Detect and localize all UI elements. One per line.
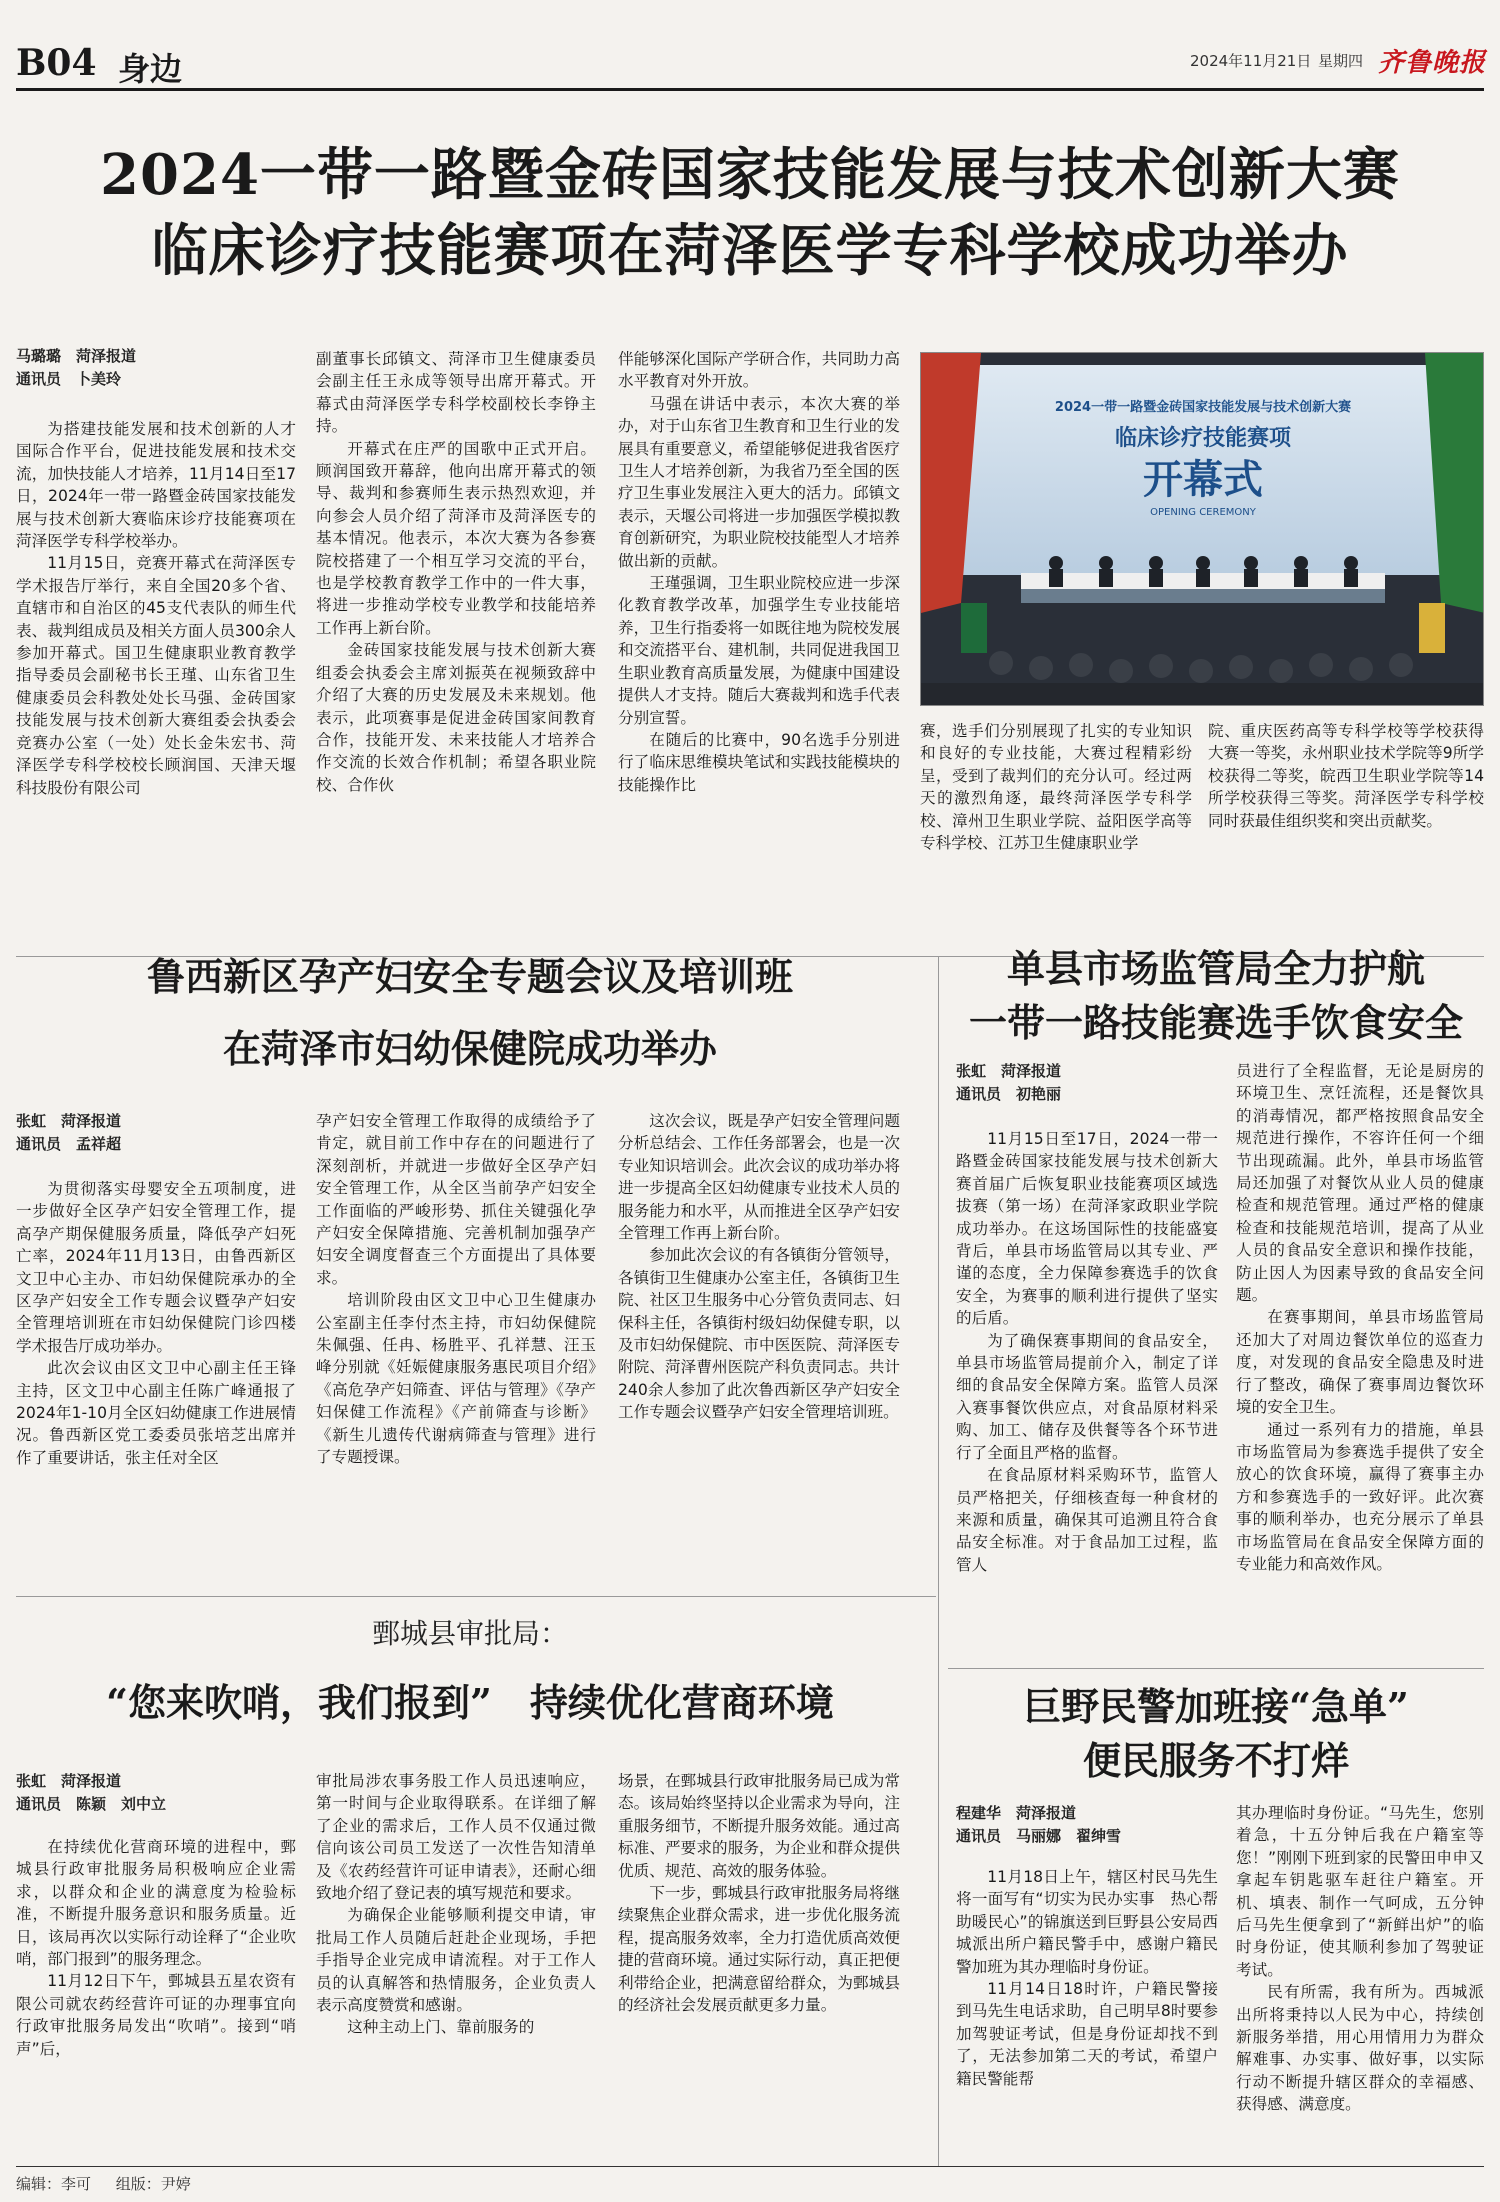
footer-editor: 编辑：李可 — [16, 2175, 92, 2193]
article1-column-2 — [316, 348, 596, 946]
article3-title-line1: 单县市场监管局全力护航 — [1006, 946, 1425, 991]
article1-paragraph: 开幕式在庄严的国歌中正式开启。顾润国致开幕辞，他向出席开幕式的领导、裁判和参赛师生表示热烈欢迎，并向参会人员介绍了菏泽市及菏泽医专的基本情况。他表示，本次大赛为各参赛院校搭建了一个相互学习交流的平台，也是学校教育教学工作中的一件大事，将进一步推动学校专业教学和技能培养工作再上新台阶。 — [316, 439, 596, 637]
article5-paragraph: 11月14日18时许，户籍民警接到马先生电话求助，自己明早8时要参加驾驶证考试，但是身份证却找不到了，无法参加第二天的考试，希望户籍民警能帮 — [956, 1980, 1218, 2088]
article3-paragraph: 11月15日至17日，2024一带一路暨金砖国家技能发展与技术创新大赛首届广后恢复职业技能赛项区域选拔赛（第一场）在菏泽家政职业学院成功举办。在这场国际性的技能盛宴背后，单县市场监管局以其专业、严谨的态度，全力保障参赛选手的饮食安全，为赛事的顺利进行提供了坚实的后盾。 — [956, 1130, 1218, 1328]
article2-title-line1: 鲁西新区孕产妇安全专题会议及培训班 — [146, 954, 793, 999]
article2-correspondent: 通讯员 孟祥超 — [16, 1135, 122, 1153]
photo-banner-line1: 2024一带一路暨金砖国家技能发展与技术创新大赛 — [1054, 400, 1352, 415]
article2-paragraph: 孕产妇安全管理工作取得的成绩给予了肯定，就目前工作中存在的问题进行了深刻剖析，并就进一步做好全区孕产妇安全管理工作，从全区当前孕产妇安全工作面临的严峻形势、抓住关键强化孕产妇安全保障措施、完善机制加强孕产妇安全调度督查三个方面提出了具体要求。 — [316, 1112, 596, 1287]
article2-paragraph: 参加此次会议的有各镇街分管领导，各镇街卫生健康办公室主任，各镇街卫生院、社区卫生服务中心分管负责同志、妇保科主任，各镇街村级妇幼保健专职，以及市妇幼保健院、市中医医院、菏泽医专附院、菏泽曹州医院产科负责同志。共计240余人参加了此次鲁西新区孕产妇安全工作专题会议暨孕产妇安全管理培训班。 — [618, 1246, 900, 1422]
article3-column-2 — [1236, 1060, 1484, 1658]
article2-byline — [16, 1110, 296, 1156]
article1-paragraph: 王瑾强调，卫生职业院校应进一步深化教育教学改革，加强学生专业技能培养，卫生行指委将一如既往地为院校发展和交流搭平台、建机制，共同促进我国卫生职业教育高质量发展，为健康中国建设提供人才支持。随后大赛裁判和选手代表分别宣誓。 — [618, 574, 900, 727]
masthead-logo: 齐鲁晚报 — [1378, 48, 1487, 78]
article3-paragraph: 在赛事期间，单县市场监管局还加大了对周边餐饮单位的巡查力度，对发现的食品安全隐患及时进行了整改，确保了赛事周边餐饮环境的安全卫生。 — [1236, 1308, 1484, 1417]
article1-reporter: 马璐璐 菏泽报道 — [16, 347, 137, 365]
article1-column-1 — [16, 418, 296, 946]
article5-column-2 — [1236, 1802, 1484, 2162]
article5-paragraph: 其办理临时身份证。“马先生，您别着急，十五分钟后我在户籍室等您！”刚刚下班到家的民警田申申又拿起车钥匙驱车赶往户籍室。开机、填表、制作一气呵成，五分钟后马先生便拿到了“新鲜出炉”的临时身份证，使其顺利参加了驾驶证考试。 — [1236, 1804, 1484, 1979]
article1-column-3 — [618, 348, 900, 946]
article4-column-3 — [618, 1770, 900, 2162]
article4-kicker: 鄄城县审批局： — [371, 1617, 568, 1650]
opening-ceremony-photo — [920, 352, 1484, 706]
article3-title-line2: 一带一路技能赛选手饮食安全 — [968, 1000, 1463, 1045]
article1-paragraph: 副董事长邱镇文、菏泽市卫生健康委员会副主任王永成等领导出席开幕式。开幕式由菏泽医学专科学校副校长李铮主持。 — [316, 350, 596, 436]
article4-paragraph: 下一步，鄄城县行政审批服务局将继续聚焦企业群众需求，进一步优化服务流程，提高服务效率，全力打造优质高效便捷的营商环境。通过实际行动，真正把便利带给企业，把满意留给群众，为鄄城县的经济社会发展贡献更多力量。 — [618, 1884, 900, 2015]
ceremony-illustration — [921, 353, 1484, 706]
article2-reporter: 张虹 菏泽报道 — [16, 1112, 122, 1130]
photo-banner-line3: 开幕式 — [1143, 457, 1263, 503]
article1-paragraph: 赛，选手们分别展现了扎实的专业知识和良好的专业技能，大赛过程精彩纷呈，受到了裁判们的充分认可。经过两天的激烈角逐，最终菏泽医学专科学校、漳州卫生职业学院、益阳医学高等专科学校、江苏卫生健康职业学 — [920, 722, 1192, 853]
article5-byline — [956, 1802, 1218, 1848]
article1-paragraph: 在随后的比赛中，90名选手分别进行了临床思维模块笔试和实践技能模块的技能操作比 — [618, 730, 900, 794]
photo-banner-line4: OPENING CEREMONY — [1150, 507, 1256, 518]
issue-date: 2024年11月21日 — [1190, 52, 1312, 70]
article1-title-line2: 临床诊疗技能赛项在菏泽医学专科学校成功举办 — [151, 218, 1349, 284]
article4-correspondent: 通讯员 陈颖 刘中立 — [16, 1795, 167, 1813]
article4-paragraph: 11月12日下午，鄄城县五星农资有限公司就农药经营许可证的办理事宜向行政审批服务局发出“吹哨”。接到“哨声”后， — [16, 1972, 296, 2058]
page-number: B04 — [16, 42, 97, 84]
article2-title-line2: 在菏泽市妇幼保健院成功举办 — [222, 1026, 717, 1071]
footer-designer: 组版：尹婷 — [115, 2175, 191, 2193]
article3-paragraph: 员进行了全程监督，无论是厨房的环境卫生、烹饪流程，还是餐饮具的消毒情况，都严格按照食品安全规范进行操作，不容许任何一个细节出现疏漏。此外，单县市场监管局还加强了对餐饮从业人员的健康检查和规范管理。通过严格的健康检查和技能规范培训，提高了从业人员的食品安全意识和操作技能，防止因人为因素导致的食品安全问题。 — [1236, 1062, 1484, 1305]
article5-reporter: 程建华 菏泽报道 — [956, 1804, 1077, 1822]
article2-paragraph: 为贯彻落实母婴安全五项制度，进一步做好全区孕产妇安全管理工作，提高孕产期保健服务质量，降低孕产妇死亡率，2024年11月13日，由鲁西新区文卫中心主办、市妇幼保健院承办的全区孕产妇安全工作专题会议暨孕产妇安全管理培训班在市妇幼保健院门诊四楼学术报告厅成功举办。 — [16, 1180, 296, 1355]
article5-column-1 — [956, 1866, 1218, 2162]
article1-title-line1: 2024一带一路暨金砖国家技能发展与技术创新大赛 — [100, 142, 1400, 208]
article4-byline — [16, 1770, 296, 1816]
header-rule — [16, 88, 1484, 91]
article4-reporter: 张虹 菏泽报道 — [16, 1772, 122, 1790]
article1-paragraph: 为搭建技能发展和技术创新的人才国际合作平台，促进技能发展和技术交流，加快技能人才培养，11月14日至17日，2024年一带一路暨金砖国家技能发展与技术创新大赛临床诊疗技能赛项在菏泽医学专科学校举办。 — [16, 420, 296, 551]
article5-title-line2: 便民服务不打烊 — [1082, 1738, 1349, 1783]
article1-paragraph: 马强在讲话中表示，本次大赛的举办，对于山东省卫生教育和卫生行业的发展具有重要意义，希望能够促进我省医疗卫生人才培养创新，为我省乃至全国的医疗卫生事业发展注入更大的活力。邱镇文表示，天堰公司将进一步加强医学模拟教育创新研究，为职业院校技能型人才培养做出新的贡献。 — [618, 394, 900, 570]
article1-paragraph: 院、重庆医药高等专科学校等学校获得大赛一等奖，永州职业技术学院等9所学校获得二等奖，皖西卫生职业学院等14所学校获得三等奖。菏泽医学专科学校同时获最佳组织奖和突出贡献奖。 — [1208, 722, 1484, 830]
section-name: 身边 — [118, 50, 183, 88]
article3-paragraph: 通过一系列有力的措施，单县市场监管局为参赛选手提供了安全放心的饮食环境，赢得了赛事主办方和参赛选手的一致好评。此次赛事的顺利举办，也充分展示了单县市场监管局在食品安全保障方面的专业能力和高效作风。 — [1236, 1420, 1484, 1573]
article3-reporter: 张虹 菏泽报道 — [956, 1062, 1062, 1080]
footer-rule — [16, 2166, 1484, 2167]
issue-weekday: 星期四 — [1318, 52, 1364, 70]
section-divider — [948, 1668, 1484, 1669]
article4-title: “您来吹哨，我们报到” 持续优化营商环境 — [106, 1680, 834, 1725]
article5-title-line1: 巨野民警加班接“急单” — [1023, 1684, 1409, 1729]
article4-paragraph: 这种主动上门、靠前服务的 — [347, 2018, 535, 2037]
article2-column-2 — [316, 1110, 596, 1578]
column-divider — [938, 956, 939, 2166]
section-divider — [16, 1596, 936, 1597]
page-footer — [16, 2173, 211, 2194]
article3-byline — [956, 1060, 1218, 1106]
article5-correspondent: 通讯员 马丽娜 翟绅雪 — [956, 1827, 1122, 1845]
article5-paragraph: 民有所需，我有所为。西城派出所将秉持以人民为中心，持续创新服务举措，用心用情用力为群众解难事、办实事、做好事，以实际行动不断提升辖区群众的幸福感、获得感、满意度。 — [1236, 1983, 1484, 2114]
article5-paragraph: 11月18日上午，辖区村民马先生将一面写有“切实为民办实事 热心帮助暖民心”的锦旗送到巨野县公安局西城派出所户籍民警手中，感谢户籍民警加班为其办理临时身份证。 — [956, 1868, 1218, 1976]
article3-paragraph: 在食品原材料采购环节，监管人员严格把关，仔细核查每一种食材的来源和质量，确保其可追溯且符合食品安全标准。对于食品加工过程，监管人 — [956, 1466, 1218, 1574]
article3-column-1 — [956, 1128, 1218, 1658]
article1-column-5 — [1208, 720, 1484, 946]
article4-paragraph: 审批局涉农事务股工作人员迅速响应，第一时间与企业取得联系。在详细了解了企业的需求后，工作人员不仅通过微信向该公司员工发送了一次性告知清单及《农药经营许可证申请表》，还耐心细致地介绍了登记表的填写规范和要求。 — [316, 1772, 596, 1903]
article4-paragraph: 场景，在鄄城县行政审批服务局已成为常态。该局始终坚持以企业需求为导向，注重服务细节，不断提升服务效能。通过高标准、严要求的服务，为企业和群众提供优质、规范、高效的服务体验。 — [618, 1772, 900, 1880]
article2-paragraph: 此次会议由区文卫中心副主任王锋主持，区文卫中心副主任陈广峰通报了2024年1-10月全区妇幼健康工作进展情况。鲁西新区党工委委员张培芝出席并作了重要讲话，张主任对全区 — [16, 1359, 296, 1467]
article3-paragraph: 为了确保赛事期间的食品安全，单县市场监管局提前介入，制定了详细的食品安全保障方案。监管人员深入赛事餐饮供应点，对食品原材料采购、加工、储存及供餐等各个环节进行了全面且严格的监督。 — [956, 1331, 1218, 1462]
photo-banner-line2: 临床诊疗技能赛项 — [1114, 426, 1292, 451]
article4-paragraph: 在持续优化营商环境的进程中，鄄城县行政审批服务局积极响应企业需求，以群众和企业的满意度为检验标准，不断提升服务意识和服务质量。近日，该局再次以实际行动诠释了“企业吹哨，部门报到”的服务理念。 — [16, 1838, 296, 1969]
article1-paragraph: 11月15日，竞赛开幕式在菏泽医专学术报告厅举行，来自全国20多个省、直辖市和自治区的45支代表队的师生代表、裁判组成员及相关方面人员300余人参加开幕式。国卫生健康职业教育教学指导委员会副秘书长王瑾、山东省卫生健康委员会科教处处长马强、金砖国家技能发展与技术创新大赛组委会执委会竞赛办公室（一处）处长金朱宏书、菏泽医学专科学校校长顾润国、天津天堰科技股份有限公司 — [16, 554, 296, 797]
article2-column-3 — [618, 1110, 900, 1578]
article1-paragraph: 金砖国家技能发展与技术创新大赛组委会执委会主席刘振英在视频致辞中介绍了大赛的历史发展及未来规划。他表示，此项赛事是促进金砖国家间教育合作，技能开发、未来技能人才培养合作交流的长效合作机制；希望各职业院校、合作伙 — [316, 641, 596, 794]
article1-correspondent: 通讯员 卜美玲 — [16, 370, 122, 388]
article2-paragraph: 培训阶段由区文卫中心卫生健康办公室副主任李付杰主持，市妇幼保健院朱佩强、任冉、杨胜平、孔祥慧、汪玉峰分别就《妊娠健康服务惠民项目介绍》《高危孕产妇筛查、评估与管理》《孕产妇保健工作流程》《产前筛查与诊断》《新生儿遗传代谢病筛查与管理》进行了专题授课。 — [316, 1291, 596, 1467]
article1-column-4 — [920, 720, 1192, 946]
article3-correspondent: 通讯员 初艳丽 — [956, 1085, 1062, 1103]
article1-paragraph: 伴能够深化国际产学研合作，共同助力高水平教育对外开放。 — [618, 350, 900, 391]
article4-column-1 — [16, 1836, 296, 2162]
article1-byline — [16, 345, 296, 391]
article2-column-1 — [16, 1178, 296, 1578]
article2-paragraph: 这次会议，既是孕产妇安全管理问题分析总结会、工作任务部署会，也是一次专业知识培训会。此次会议的成功举办将进一步提高全区妇幼健康专业技术人员的服务能力和水平，从而推进全区孕产妇安全管理工作再上新台阶。 — [618, 1112, 900, 1243]
article4-column-2 — [316, 1770, 596, 2162]
article4-paragraph: 为确保企业能够顺利提交申请，审批局工作人员随后赶赴企业现场，手把手指导企业完成申请流程。对于工作人员的认真解答和热情服务，企业负责人表示高度赞赏和感谢。 — [316, 1906, 596, 2015]
